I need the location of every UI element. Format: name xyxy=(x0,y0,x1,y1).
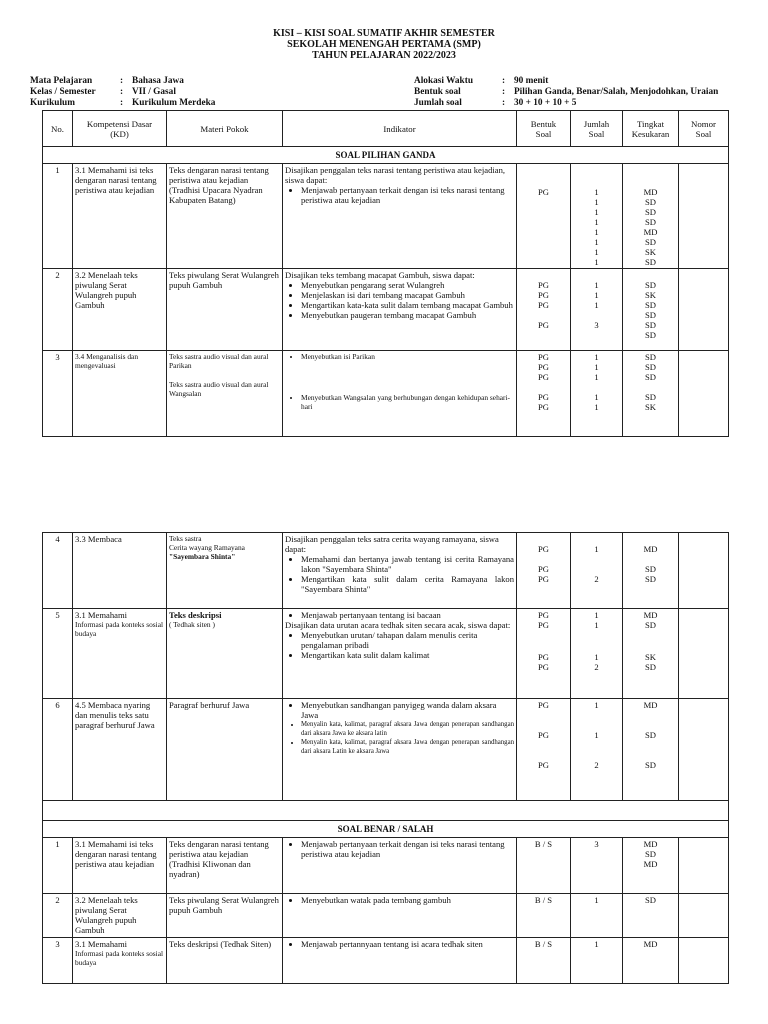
meta-class: Kelas / Semester : VII / Gasal xyxy=(30,87,176,97)
col-no: No. xyxy=(43,111,73,147)
table-row: 3 3.4 Menganalisis dan mengevaluasi Teks sastra audio visual dan aural Parikan Teks sastra audio visual dan aural Wangsalan • Menyebutkan isi Parikan • Menyebutkan Wangsalan yang berhubungan dengan kehidupan sehari-hari PG PG PG PG PG 1 1 1 1 1 SD SD SD SD SK xyxy=(43,351,729,437)
col-nomor: Nomor Soal xyxy=(679,111,729,147)
document-year: TAHUN PELAJARAN 2022/2023 xyxy=(312,50,456,61)
meta-question-type: Bentuk soal : Pilihan Ganda, Benar/Salah, Menjodohkan, Uraian xyxy=(414,87,719,97)
table-row: 2 3.2 Menelaah teks piwulang Serat Wulangreh pupuh Gambuh Teks piwulang Serat Wulangreh pupuh Gambuh Disajikan teks tembang macapat Gambuh, siswa dapat: • Menyebutkan pengarang serat Wulangreh • Menjelaskan isi dari tembang macapat Gambuh • Mengartikan kata-kata sulit dalam tembang macapat Gambuh • Menyebutkan paugeran tembang macapat Gambuh PG PG PG PG 1 1 1 3 SD SK SD SD SD SD xyxy=(43,269,729,351)
table-row: 2 3.2 Menelaah teks piwulang Serat Wulangreh pupuh Gambuh Teks piwulang Serat Wulangreh pupuh Gambuh • Menyebutkan watak pada tembang gambuh B / S 1 SD xyxy=(43,894,729,938)
kisi-table-part1 xyxy=(42,110,729,437)
meta-curriculum: Kurikulum : Kurikulum Merdeka xyxy=(30,98,216,108)
document-header xyxy=(0,28,768,61)
table-row: 1 3.1 Memahami isi teks dengaran narasi tentang peristiwa atau kejadian Teks dengaran narasi tentang peristiwa atau kejadian (Tradhisi Upacara Nyadran Kabupaten Batang) Disajikan penggalan teks narasi tentang peristiwa atau kejadian, siswa dapat: • Menjawab pertanyaan terkait dengan isi teks narasi tentang peristiwa atau kejadian PG 1 1 1 1 1 1 1 1 MD SD SD SD MD SD SK SD xyxy=(43,164,729,269)
col-indikator: Indikator xyxy=(283,111,517,147)
col-jumlah: Jumlah Soal xyxy=(571,111,623,147)
col-kd: Kompetensi Dasar (KD) xyxy=(73,111,167,147)
spacer-row xyxy=(43,801,729,821)
table-row: 3 3.1 Memahami Informasi pada konteks sosial budaya Teks deskripsi (Tedhak Siten) • Menjawab pertannyaan tentang isi acara tedhak siten B / S 1 MD xyxy=(43,938,729,984)
col-tingkat: Tingkat Kesukaran xyxy=(623,111,679,147)
table-row: 1 3.1 Memahami isi teks dengaran narasi tentang peristiwa atau kejadian Teks dengaran narasi tentang peristiwa atau kejadian (Tradhisi Kliwonan dan nyadran) • Menjawab pertanyaan terkait dengan isi teks narasi tentang peristiwa atau kejadian B / S 3 MD SD MD xyxy=(43,838,729,894)
col-materi: Materi Pokok xyxy=(167,111,283,147)
document-title: KISI – KISI SOAL SUMATIF AKHIR SEMESTER xyxy=(273,28,495,39)
section-pilihan-ganda: SOAL PILIHAN GANDA xyxy=(43,147,729,164)
table-row: 5 3.1 Memahami Informasi pada konteks sosial budaya Teks deskripsi ( Tedhak siten ) • Menjawab pertanyaan tentang isi bacaan Disajikan data urutan acara tedhak siten secara acak, siswa dapat: • Menyebutkan urutan/ tahapan dalam menulis cerita pengalaman pribadi • Mengartikan kata sulit dalam kalimat PG PG PG PG 1 1 1 2 MD SD SK SD xyxy=(43,609,729,699)
col-bentuk: Bentuk Soal xyxy=(517,111,571,147)
table-row: 4 3.3 Membaca Teks sastra Cerita wayang Ramayana "Sayembara Shinta" Disajikan penggalan teks satra cerita wayang ramayana, siswa dapat: • Memahami dan bertanya jawab tentang isi cerita Ramayana lakon "Sayembara Shinta" • Mengartikan kata sulit dalam cerita Ramayana lakon "Sayembara Shinta" PG PG PG 1 2 MD SD SD xyxy=(43,533,729,609)
section-benar-salah: SOAL BENAR / SALAH xyxy=(43,821,729,838)
meta-question-count: Jumlah soal : 30 + 10 + 10 + 5 xyxy=(414,98,577,108)
meta-subject: Mata Pelajaran : Bahasa Jawa xyxy=(30,76,184,86)
meta-left xyxy=(30,76,215,109)
table-header-row xyxy=(43,111,729,147)
meta-right xyxy=(414,76,718,109)
kisi-table-part2 xyxy=(42,532,729,984)
meta-time: Alokasi Waktu : 90 menit xyxy=(414,76,549,86)
document-school: SEKOLAH MENENGAH PERTAMA (SMP) xyxy=(287,39,481,50)
table-row: 6 4.5 Membaca nyaring dan menulis teks satu paragraf berhuruf Jawa Paragraf berhuruf Jawa • Menyebutkan sandhangan panyigeg wanda dalam aksara Jawa • Menyalin kata, kalimat, paragraf aksara Jawa dengan penerapan sandhangan dari aksara Jawa ke aksara latin • Menyalin kata, kalimat, paragraf aksara Jawa dengan penerapan sandhangan dari aksara Latin ke aksara Jawa PG PG PG 1 1 2 MD SD SD xyxy=(43,699,729,801)
